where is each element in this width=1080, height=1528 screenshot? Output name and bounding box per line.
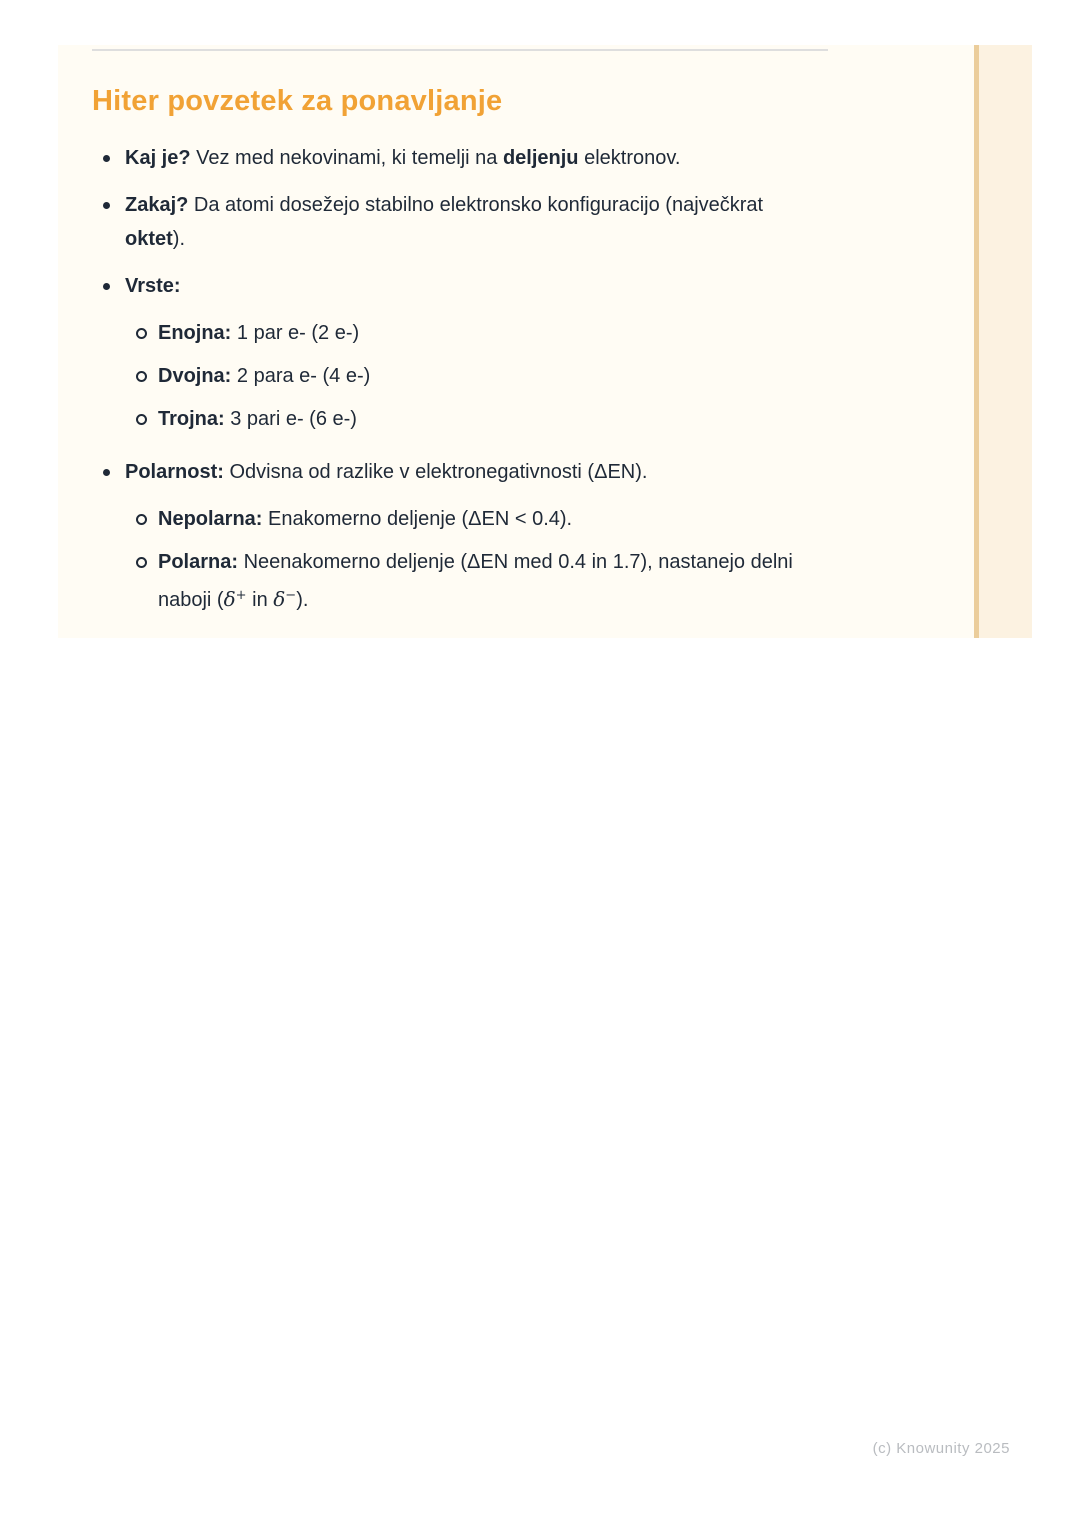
card-content bbox=[92, 83, 815, 626]
right-margin-strip bbox=[979, 45, 1032, 638]
list-item bbox=[92, 502, 815, 536]
bullet-disc-icon bbox=[92, 455, 125, 476]
bullet-ring-icon bbox=[92, 402, 158, 425]
bullet-ring-icon bbox=[92, 316, 158, 339]
list-item bbox=[92, 141, 815, 175]
list-item-text: Vrste: bbox=[125, 275, 181, 297]
list-item-text: Kaj je? Vez med nekovinami, ki temelji na deljenju elektronov. bbox=[125, 147, 681, 169]
list-item bbox=[92, 545, 815, 617]
bullet-ring-icon bbox=[92, 359, 158, 382]
bullet-disc-icon bbox=[92, 269, 125, 290]
list-item bbox=[92, 316, 815, 350]
list-item bbox=[92, 455, 815, 489]
list-item bbox=[92, 402, 815, 436]
list-item bbox=[92, 359, 815, 393]
list-item-text: Polarnost: Odvisna od razlike v elektronegativnosti (ΔEN). bbox=[125, 461, 648, 483]
list-item-text: Enojna: 1 par e- (2 e-) bbox=[158, 322, 360, 344]
bullet-ring-icon bbox=[92, 545, 158, 568]
bullet-disc-icon bbox=[92, 141, 125, 162]
top-divider bbox=[92, 49, 828, 51]
footer-credit: (c) Knowunity 2025 bbox=[872, 1440, 1010, 1457]
summary-list bbox=[92, 141, 815, 617]
note-card bbox=[58, 45, 1032, 638]
list-item-text: Nepolarna: Enakomerno deljenje (ΔEN < 0.4). bbox=[158, 508, 573, 530]
list-item bbox=[92, 269, 815, 303]
list-item-text: Dvojna: 2 para e- (4 e-) bbox=[158, 365, 371, 387]
list-item-text: Zakaj? Da atomi dosežejo stabilno elektronsko konfiguracijo (največkrat oktet). bbox=[125, 194, 764, 250]
bullet-ring-icon bbox=[92, 502, 158, 525]
bullet-disc-icon bbox=[92, 188, 125, 209]
list-item-text: Trojna: 3 pari e- (6 e-) bbox=[158, 408, 357, 430]
list-item-text: Polarna: Neenakomerno deljenje (ΔEN med 0.4 in 1.7), nastanejo delni naboji (δ+ in δ−). bbox=[158, 551, 793, 611]
list-item bbox=[92, 188, 815, 256]
page-title: Hiter povzetek za ponavljanje bbox=[92, 85, 503, 117]
